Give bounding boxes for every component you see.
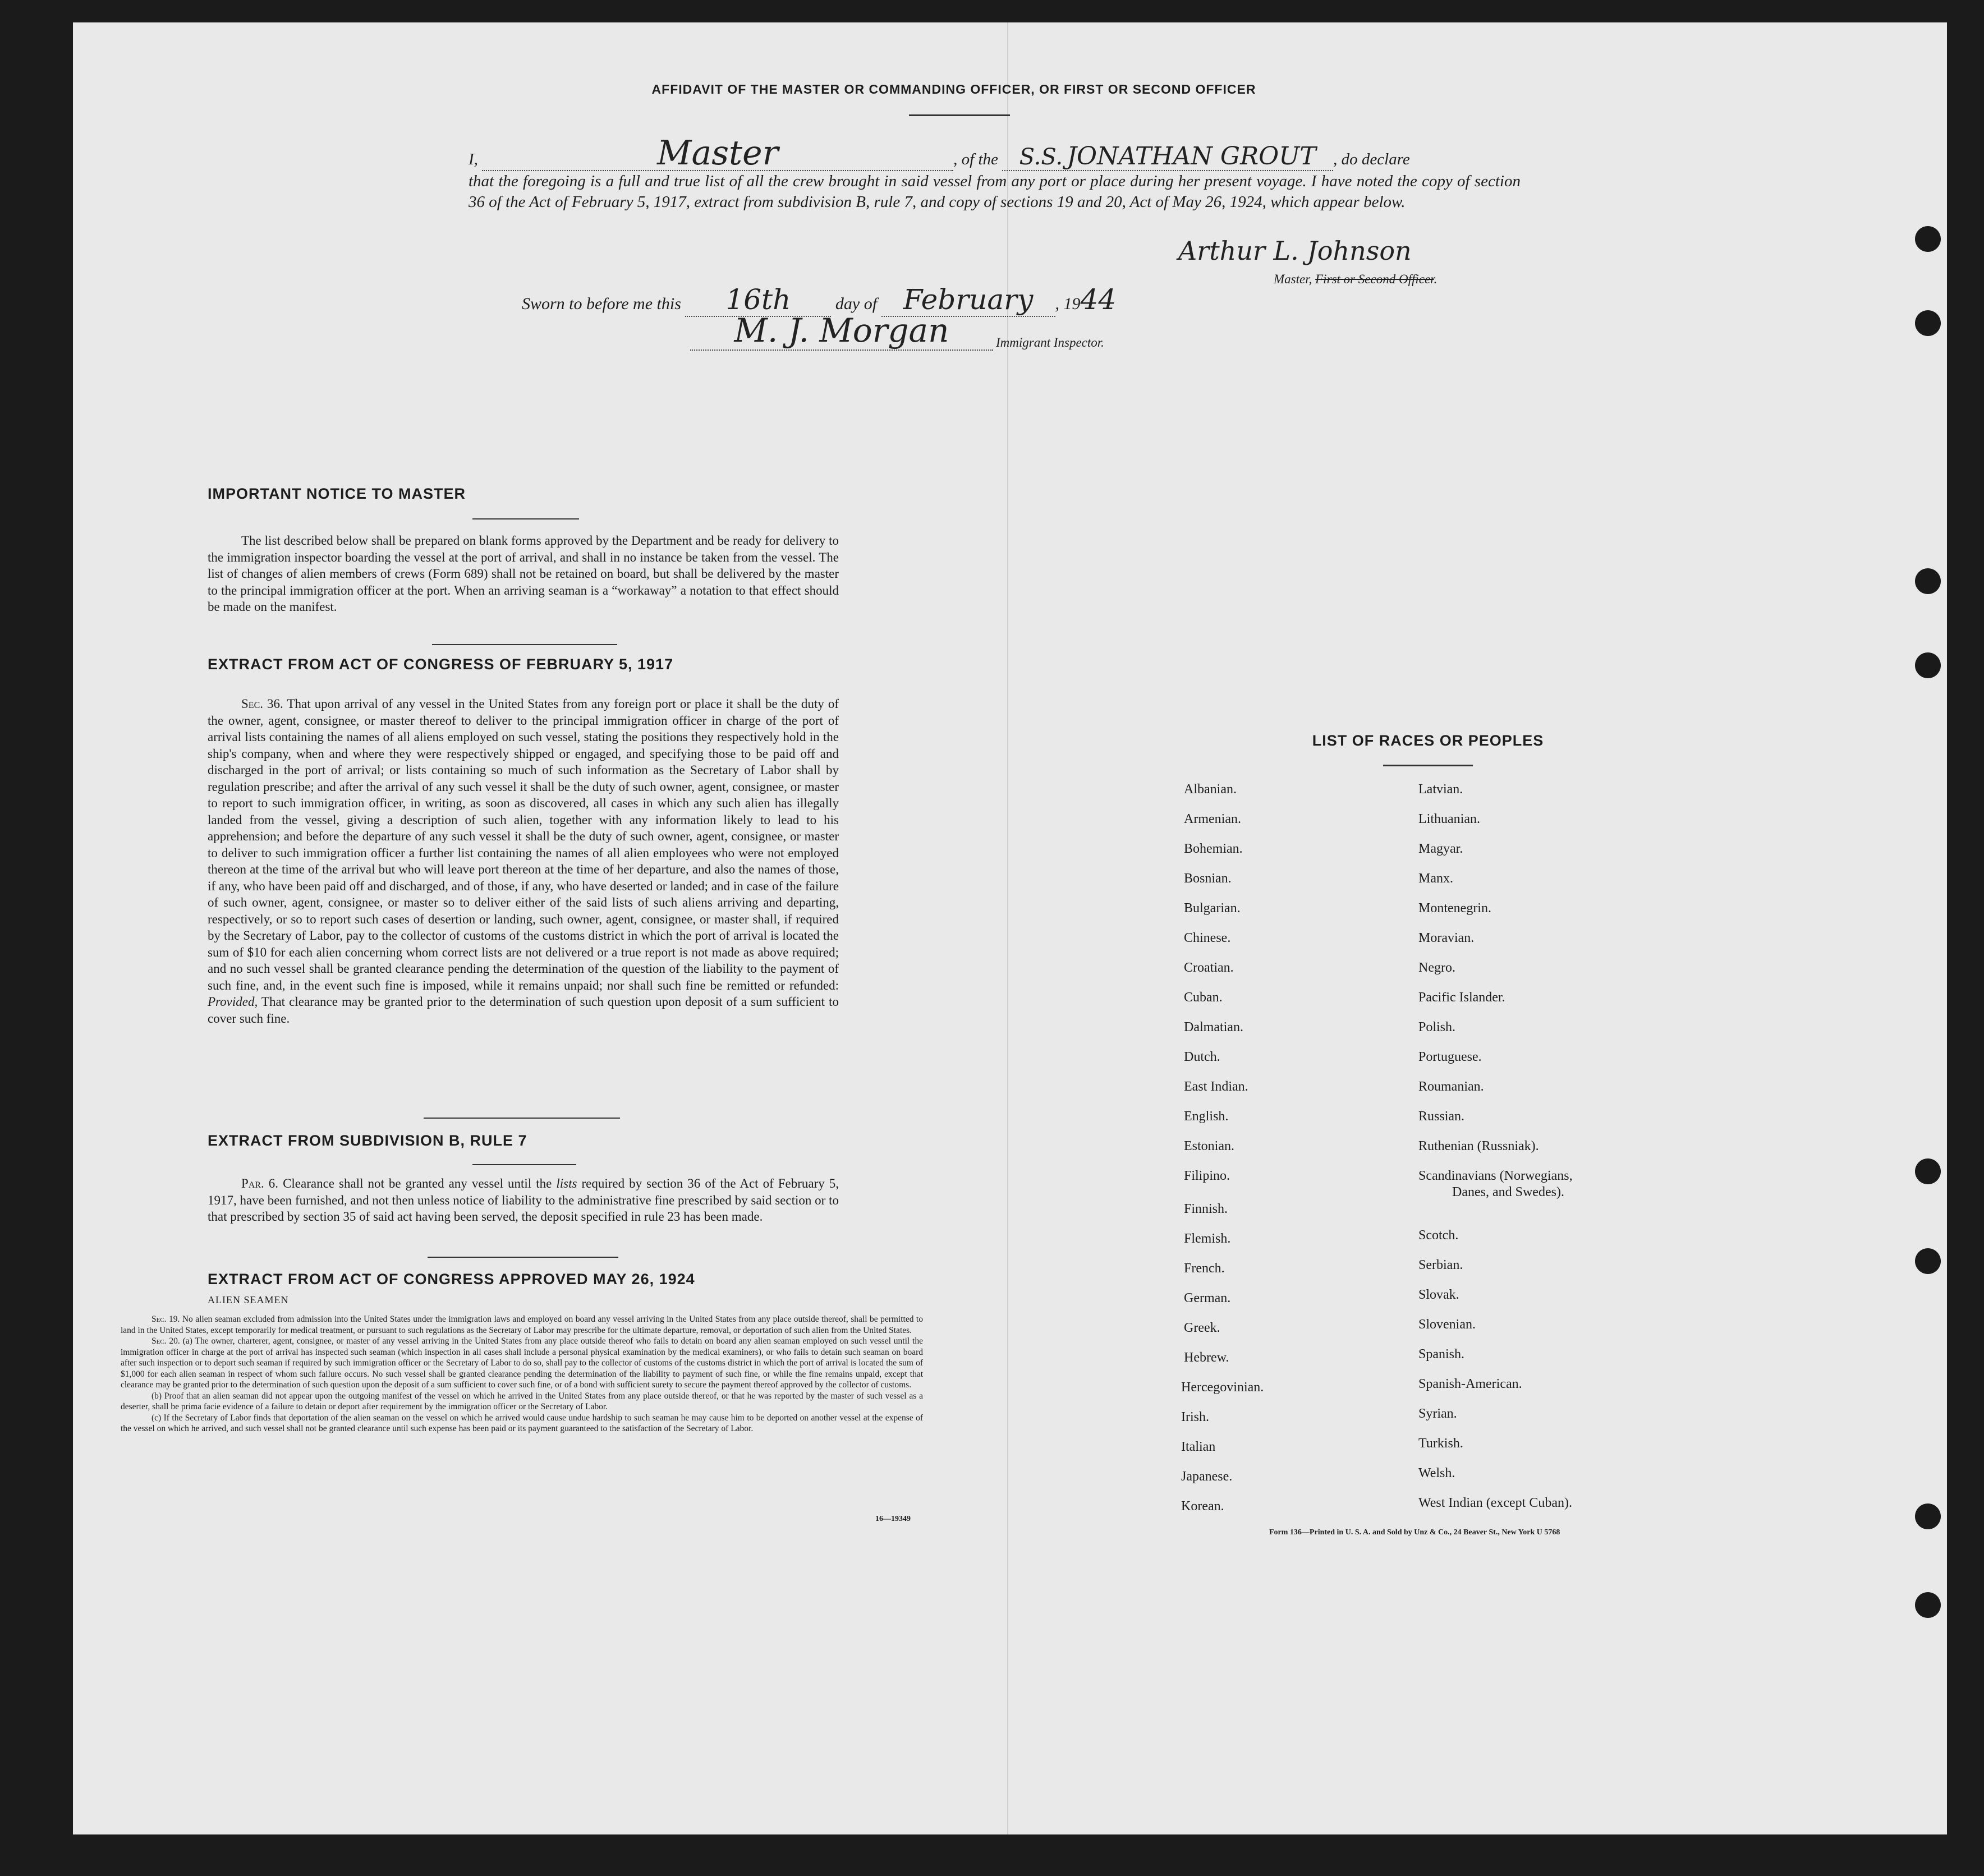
race-item: Ruthenian (Russniak).	[1418, 1139, 1539, 1153]
binder-hole	[1915, 226, 1941, 252]
race-item: Latvian.	[1418, 782, 1463, 797]
race-item: Negro.	[1418, 960, 1455, 975]
race-item: Slovenian.	[1418, 1317, 1476, 1332]
rank-handwritten: Master	[657, 134, 779, 173]
sec-19-text: No alien seaman excluded from admission into the United States under the immigration laws and employed on board any vessel arriving in the United States from any place outside thereof, shall be permitted to land in the United States, except temporarily for medical treatment, or pursuant to such regulations as the Secretary of Labor may prescribe for the ultimate departure, removal, or deportation of such alien from the United States.	[121, 1314, 923, 1335]
race-item: Korean.	[1181, 1499, 1224, 1514]
race-item: Hercegovinian.	[1181, 1380, 1264, 1395]
par-6-text-b: required by section 36 of the Act of February 5, 1917, have been furnished, and not then unless notice of liability to the administrative fine prescribed by said section or to that prescribed by section 35 of said act having been served, the deposit specified in rule 23 has been made.	[208, 1176, 839, 1224]
act-1924-subtitle: ALIEN SEAMEN	[208, 1294, 289, 1305]
binder-hole	[1915, 568, 1941, 594]
affidavit-i: I,	[469, 150, 478, 168]
notice-body: The list described below shall be prepared on blank forms approved by the Department and be ready for delivery to the immigration inspector boarding the vessel at the port of arrival, and shall in no instance be taken from the vessel. The list of changes of alien members of crews (Form 689) shall not be retained on board, but shall be delivered by the master to the principal immigration officer at the port. When an arriving seaman is a “workaway” a notation to that effect should be made on the manifest.	[208, 534, 839, 614]
binder-hole	[1915, 1158, 1941, 1184]
sec-20-label: Sec. 20.	[151, 1336, 180, 1346]
race-item: Portuguese.	[1418, 1050, 1482, 1064]
race-item: Flemish.	[1184, 1231, 1231, 1246]
provided-word: Provided,	[208, 995, 258, 1009]
section-rule	[424, 1118, 620, 1119]
master-label-end: .	[1434, 272, 1438, 286]
race-item: Syrian.	[1418, 1406, 1457, 1421]
race-item: Italian	[1181, 1440, 1216, 1454]
race-item: Moravian.	[1418, 931, 1475, 945]
rule-7-title: EXTRACT FROM SUBDIVISION B, RULE 7	[208, 1132, 527, 1149]
race-item: Cuban.	[1184, 990, 1223, 1005]
race-item: Turkish.	[1418, 1436, 1463, 1451]
section-rule	[432, 644, 617, 645]
races-rule	[1383, 765, 1473, 766]
sec-19	[121, 1314, 923, 1336]
race-item: Bohemian.	[1184, 842, 1243, 856]
master-signature: Arthur L. Johnson	[1178, 236, 1412, 266]
race-item: Croatian.	[1184, 960, 1234, 975]
race-item: Greek.	[1184, 1321, 1220, 1335]
act-1924-body	[121, 1314, 923, 1434]
race-item: Irish.	[1181, 1410, 1209, 1424]
race-item: Polish.	[1418, 1020, 1456, 1034]
race-item: Montenegrin.	[1418, 901, 1491, 916]
race-item: Spanish.	[1418, 1347, 1465, 1362]
race-item: Roumanian.	[1418, 1079, 1484, 1094]
form-number: 16—19349	[875, 1515, 911, 1523]
affidavit-title: AFFIDAVIT OF THE MASTER OR COMMANDING OFFICER, OR FIRST OR SECOND OFFICER	[651, 82, 1256, 96]
master-label-text: Master,	[1274, 272, 1316, 286]
race-item: Scandinavians (Norwegians,	[1418, 1169, 1573, 1183]
races-title: LIST OF RACES OR PEOPLES	[1312, 732, 1544, 749]
sec-36-body: That upon arrival of any vessel in the United States from any foreign port or place it shall be the duty of the owner, agent, consignee, or master thereof to deliver to the principal immigration officer in charge of the port of arrival lists containing the names of all aliens employed on such vessel, stating the positions they respectively hold in the ship's company, when and where they were respectively shipped or engaged, and specifying those to be paid off and discharged in the port of arrival; or lists containing so much of such information as the Secretary of Labor shall by regulation prescribe; and after the arrival of any such vessel it shall be the duty of such owner, agent, consignee, or master to report to such immigration officer, in writing, as soon as discovered, all cases in which any such alien has illegally landed from the vessel, giving a description of such alien, together with any information likely to lead to his apprehension; and before the departure of any such vessel it shall be the duty of such owner, agent, consignee, or master to deliver to such immigration officer a further list containing the names of all alien employees who were not employed thereon at the time of the arrival but who will leave port thereon at the time of her departure, and also the names of those, if any, who have been paid off and discharged, and of those, if any, who have deserted or landed; and in case of the failure of such owner, agent, consignee, or master so to deliver either of the said lists of such aliens arriving and departing, respectively, or so to report such cases of desertion or landing, such owner, agent, consignee, or master shall, if required by the Secretary of Labor, pay to the collector of customs of the customs district in which the port of arrival is located the sum of $10 for each alien concerning whom correct lists are not delivered or a true report is not made as above required; and no such vessel shall be granted clearance pending the determination of the question of the liability to the payment of such fine, and, in the event such fine is imposed, while it remains unpaid; nor shall such fine be remitted or refunded:	[208, 697, 839, 992]
sec-20c: (c) If the Secretary of Labor finds that deportation of the alien seaman on the vessel on which he arrived would cause undue hardship to such seaman he may cause him to be deported on another vessel at the expense of the vessel on which he arrived, and such vessel shall not be granted clearance until such expense has been paid or its payment guaranteed to the satisfaction of the Secretary of Labor.	[121, 1413, 923, 1433]
vessel-name-handwritten: JONATHAN GROUT	[1067, 142, 1316, 171]
sec-20a	[121, 1336, 923, 1391]
race-item: Russian.	[1418, 1109, 1465, 1124]
par-6-text-a: Clearance shall not be granted any vessel until the	[283, 1176, 552, 1190]
race-item: French.	[1184, 1261, 1225, 1276]
lists-word: lists	[556, 1176, 577, 1190]
race-item: Spanish-American.	[1418, 1377, 1522, 1391]
binder-hole	[1915, 310, 1941, 336]
race-item: Magyar.	[1418, 842, 1463, 856]
year-prefix: , 19	[1055, 295, 1081, 313]
act-1917-section	[208, 696, 839, 1027]
race-item: Scotch.	[1418, 1228, 1459, 1243]
affidavit-body: that the foregoing is a full and true list of all the crew brought in said vessel from any port or place during her present voyage. I have noted the copy of section 36 of the Act of February 5, 1917, extract from subdivision B, rule 7, and copy of sections 19 and 20, Act of May 26, 1924, which appear below.	[469, 172, 1521, 211]
sec-36-label: Sec. 36.	[241, 697, 283, 711]
affidavit-text	[469, 134, 1521, 213]
race-item: Albanian.	[1184, 782, 1237, 797]
printer-footer: Form 136—Printed in U. S. A. and Sold by Unz & Co., 24 Beaver St., New York U 5768	[1269, 1528, 1560, 1537]
of-the-text: , of the	[953, 150, 998, 168]
inspector-label: Immigrant Inspector.	[996, 335, 1104, 350]
race-item: Japanese.	[1181, 1469, 1233, 1484]
year-handwritten[interactable]: 44	[1080, 283, 1117, 316]
vessel-field[interactable]	[1002, 142, 1333, 171]
sec-19-label: Sec. 19.	[151, 1314, 180, 1324]
race-item: Dutch.	[1184, 1050, 1220, 1064]
binder-hole	[1915, 1592, 1941, 1618]
race-item: Pacific Islander.	[1418, 990, 1505, 1005]
binder-hole	[1915, 1248, 1941, 1274]
rule-7-body	[208, 1175, 839, 1225]
race-item: East Indian.	[1184, 1079, 1248, 1094]
sec-20a-text: (a) The owner, charterer, agent, consignee, or master of any vessel arriving in the United States from any place outside thereof who fails to detain on board any alien seaman employed on such vessel until the immigration officer in charge at the port of arrival has inspected such seaman (which inspection in all cases shall include a personal physical examination by the medical examiners), or who fails to detain such seaman on board after such inspection or to deport such seaman if required by such immigration officer or the Secretary of Labor to do so, shall pay to the collector of customs of the customs district in which the port of arrival is located the sum of $1,000 for each alien seaman in respect of whom such failure occurs. No such vessel shall be granted clearance pending the determination of the liability to payment of such fine, or while the fine remains unpaid, except that clearance may be granted prior to the determination of such question upon the deposit of a sum sufficient to cover such fine, or of a bond with sufficient surety to secure the payment thereof approved by the collector of customs.	[121, 1336, 924, 1390]
race-item: Slovak.	[1418, 1288, 1459, 1302]
title-rule	[909, 114, 1010, 116]
struck-officer-text: First or Second Officer	[1315, 272, 1434, 286]
race-item: Armenian.	[1184, 812, 1241, 826]
sec-36-end: That clearance may be granted prior to the determination of such question upon deposit of a sum sufficient to cover such fine.	[208, 995, 839, 1026]
race-item: Bulgarian.	[1184, 901, 1241, 916]
race-item: Serbian.	[1418, 1258, 1463, 1272]
race-item: Filipino.	[1184, 1169, 1230, 1183]
sworn-text: Sworn to before me this	[522, 295, 681, 313]
vessel-prefix: S.S.	[1019, 144, 1063, 170]
section-rule	[472, 1164, 576, 1165]
sec-20b: (b) Proof that an alien seaman did not appear upon the outgoing manifest of the vessel on which he arrived in the United States from any place outside thereof, or that he was reported by the master of such vessel as a deserter, shall be prima facie evidence of a failure to detain or deport after requirement by the immigration officer or the Secretary of Labor.	[121, 1391, 923, 1411]
race-item: Bosnian.	[1184, 871, 1232, 886]
act-1917-title: EXTRACT FROM ACT OF CONGRESS OF FEBRUARY 5, 1917	[208, 656, 674, 673]
notice-rule	[472, 518, 579, 519]
race-item: German.	[1184, 1291, 1231, 1305]
par-6-label: Par. 6.	[241, 1176, 279, 1190]
race-item: Estonian.	[1184, 1139, 1234, 1153]
declare-text: , do declare	[1333, 150, 1410, 168]
rank-field[interactable]	[482, 134, 953, 173]
race-item: Lithuanian.	[1418, 812, 1480, 826]
race-item: Manx.	[1418, 871, 1453, 886]
race-item: Finnish.	[1184, 1202, 1228, 1216]
race-item: West Indian (except Cuban).	[1418, 1496, 1572, 1510]
notice-title: IMPORTANT NOTICE TO MASTER	[208, 485, 466, 502]
act-1924-title: EXTRACT FROM ACT OF CONGRESS APPROVED MAY 26, 1924	[208, 1271, 695, 1288]
race-item: Danes, and Swedes).	[1452, 1185, 1564, 1199]
race-item: English.	[1184, 1109, 1229, 1124]
race-item: Hebrew.	[1184, 1350, 1229, 1365]
sworn-day: 16th	[725, 283, 791, 316]
race-item: Welsh.	[1418, 1466, 1455, 1480]
race-item: Chinese.	[1184, 931, 1231, 945]
section-rule	[428, 1257, 618, 1258]
inspector-signature-field[interactable]	[690, 311, 993, 351]
inspector-signature: M. J. Morgan	[734, 311, 949, 350]
day-of-text: day of	[835, 295, 878, 313]
sworn-month: February	[903, 283, 1034, 316]
master-label	[1274, 272, 1437, 287]
race-item: Dalmatian.	[1184, 1020, 1243, 1034]
binder-hole	[1915, 652, 1941, 678]
binder-hole	[1915, 1503, 1941, 1529]
